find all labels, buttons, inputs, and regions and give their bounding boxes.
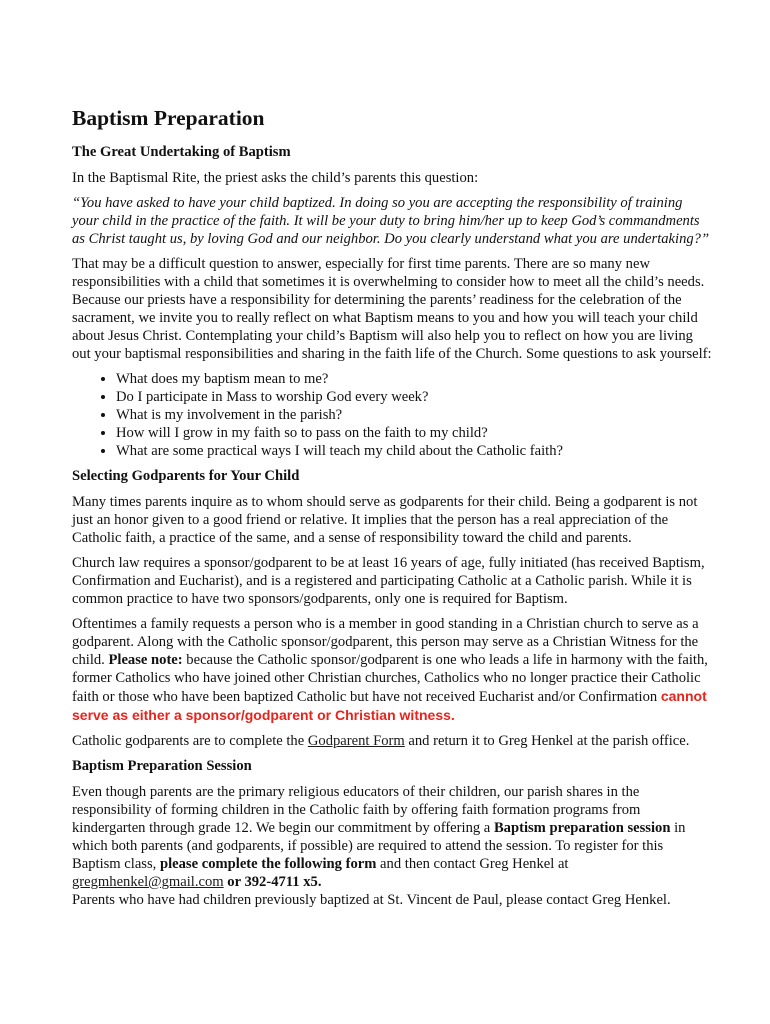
- section-heading-godparents: Selecting Godparents for Your Child: [72, 468, 300, 484]
- baptismal-rite-quote: “You have asked to have your child baptized. In doing so you are accepting the responsibility of training your child in the practice of the faith. It will be your duty to bring him/her up to keep God’s commandments as Christ taught us, by loving God and our neighbor. Do you clearly understand what you are undertaking?”: [72, 195, 710, 247]
- godparent-paragraph-3: [72, 615, 712, 725]
- text-span: in which both parents (and godparents, if possible) are required to attend the session. To register for this Baptism class,: [72, 820, 686, 872]
- godparent-paragraph-1: Many times parents inquire as to whom should serve as godparents for their child. Being a godparent is not just an honor given to a good friend or relative. It implies that the person has a real appreciation of the Catholic faith, a practice of the same, and a sense of responsibility toward the child and parents.: [72, 494, 698, 546]
- reflection-questions-list: [72, 370, 712, 460]
- intro-paragraph: In the Baptismal Rite, the priest asks the child’s parents this question:: [72, 170, 479, 186]
- session-emphasis: Baptism preparation session: [493, 820, 671, 836]
- godparent-form-link[interactable]: Godparent Form: [307, 733, 405, 749]
- page-title: Baptism Preparation: [72, 106, 265, 130]
- warning-text: cannot serve as either a sponsor/godparent or Christian witness.: [72, 688, 707, 723]
- text-span: and return it to Greg Henkel at the parish office.: [404, 733, 690, 749]
- list-item: • Do I participate in Mass to worship God every week?: [116, 388, 712, 406]
- godparent-form-paragraph: [72, 732, 712, 750]
- email-link[interactable]: gregmhenkel@gmail.com: [72, 874, 224, 890]
- list-item: • What are some practical ways I will teach my child about the Catholic faith?: [116, 442, 712, 460]
- text-span: Catholic godparents are to complete the: [72, 733, 308, 749]
- please-note-label: Please note:: [108, 652, 183, 668]
- document-page: [72, 104, 712, 916]
- text-span: Even though parents are the primary religious educators of their children, our parish shares in the responsibility of forming children in the Catholic faith by offering faith formation programs from kindergarten through grade 12. We begin our commitment by offering a: [72, 784, 641, 836]
- list-item: • What is my involvement in the parish?: [116, 406, 712, 424]
- session-paragraph: [72, 783, 712, 891]
- list-item: • How will I grow in my faith so to pass on the faith to my child?: [116, 424, 712, 442]
- text-span: Oftentimes a family requests a person who is a member in good standing in a Christian church to serve as a godparent. Along with the Catholic sponsor/godparent, this person may serve as a Christian Witness for the child.: [72, 616, 699, 668]
- text-span: because the Catholic sponsor/godparent is one who leads a life in harmony with the faith, former Catholics who have joined other Christian churches, Catholics who no longer practice their Catholic faith or those who have been baptized Catholic but have not received Eucharist and/or Confirmation: [72, 652, 708, 705]
- text-span: and then contact Greg Henkel at: [376, 856, 569, 872]
- list-item: • What does my baptism mean to me?: [116, 370, 712, 388]
- text-span: or: [223, 874, 245, 890]
- reflection-paragraph: That may be a difficult question to answer, especially for first time parents. There are so many new responsibilities with a child that sometimes it is overwhelming to consider how to meet all the child’s needs. Because our priests have a responsibility for determining the parents’ readiness for the celebration of the sacrament, we invite you to really reflect on what Baptism means to you and how you will teach your child about Jesus Christ. Contemplating your child’s Baptism will also help you to reflect on how you are living out your baptismal responsibilities and sharing in the faith life of the Church. Some questions to ask yourself:: [72, 256, 712, 362]
- godparent-paragraph-2: Church law requires a sponsor/godparent to be at least 16 years of age, fully initiated (has received Baptism, Confirmation and Eucharist), and is a registered and participating Catholic at a Catholic parish. While it is common practice to have two sponsors/godparents, only one is required for Baptism.: [72, 555, 705, 607]
- section-heading-preparation-session: Baptism Preparation Session: [72, 758, 252, 774]
- section-heading-great-undertaking: The Great Undertaking of Baptism: [72, 144, 291, 160]
- prior-baptism-paragraph: Parents who have had children previously baptized at St. Vincent de Paul, please contact Greg Henkel.: [72, 892, 671, 908]
- form-emphasis: please complete the following form: [159, 856, 377, 872]
- phone-number: 392-4711 x5.: [244, 874, 322, 890]
